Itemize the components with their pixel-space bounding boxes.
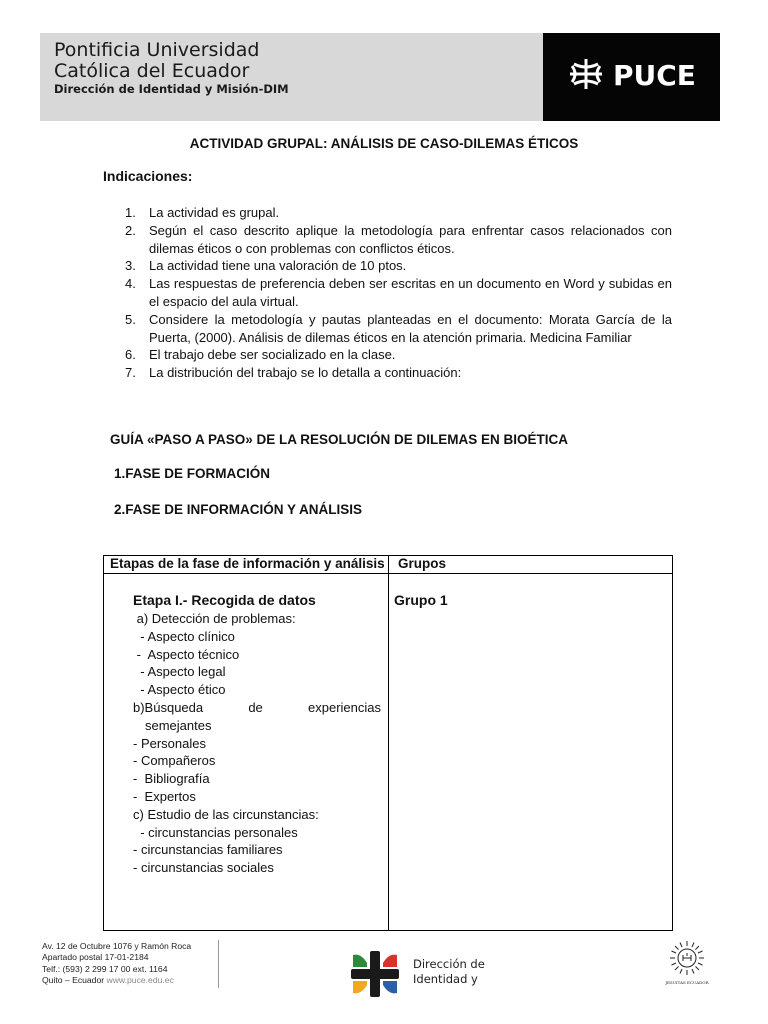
instruction-text: La distribución del trabajo se lo detalla a continuación:	[149, 365, 462, 381]
instructions-list	[125, 204, 672, 382]
puce-logo-text: PUCE	[613, 59, 696, 92]
city-line	[42, 975, 191, 986]
jesuitas-sun-seal-icon	[664, 938, 710, 986]
step-item: c) Estudio de las circunstancias:	[133, 806, 319, 822]
instruction-number: 3.	[125, 258, 136, 274]
stage-title: Etapa I.- Recogida de datos	[133, 592, 316, 608]
dim-colored-cross-logo-icon	[351, 951, 399, 997]
step-item: a) Detección de problemas:	[133, 611, 296, 626]
instruction-item	[125, 275, 672, 311]
instruction-text: La actividad tiene una valoración de 10 ptos.	[149, 258, 407, 274]
instruction-number: 2.	[125, 222, 136, 238]
step-item: - circunstancias familiares	[133, 842, 283, 858]
footer-dept-line2: Identidad y	[413, 972, 478, 986]
instruction-text: Las respuestas de preferencia deben ser escritas en un documento en Word y subidas en el espacio del aula virtual.	[149, 276, 672, 309]
instruction-number: 7.	[125, 365, 136, 381]
step-item: - Bibliografía	[133, 771, 210, 787]
guide-title: GUÍA «PASO A PASO» DE LA RESOLUCIÓN DE DILEMAS EN BIOÉTICA	[110, 432, 569, 447]
step-item: - circunstancias sociales	[133, 860, 274, 876]
phone-line: Telf.: (593) 2 299 17 00 ext. 1164	[42, 963, 168, 974]
instruction-item	[125, 257, 672, 275]
step-item: - circunstancias personales	[133, 824, 298, 840]
instruction-number: 4.	[125, 276, 136, 292]
instruction-text: Según el caso descrito aplique la metodología para enfrentar casos relacionados con dilemas éticos o con problemas con conflictos éticos.	[149, 222, 672, 256]
phase-2-heading: 2.FASE DE INFORMACIÓN Y ANÁLISIS	[114, 502, 363, 517]
table-header-stages: Etapas de la fase de información y análisis	[110, 556, 385, 571]
table-header-groups: Grupos	[398, 556, 447, 571]
phase-1-heading: 1.FASE DE FORMACIÓN	[114, 466, 271, 481]
instruction-item	[125, 364, 672, 382]
footer-divider	[218, 940, 219, 988]
step-item: - Aspecto clínico	[133, 628, 235, 644]
university-name	[54, 40, 259, 82]
instruction-text: El trabajo debe ser socializado en la clase.	[149, 347, 396, 363]
step-item: - Aspecto ético	[133, 682, 226, 698]
university-name-line2: Católica del Ecuador	[54, 60, 250, 82]
instruction-item	[125, 346, 672, 364]
seal-caption: JESUITAS ECUADOR	[665, 980, 709, 985]
step-item: - Compañeros	[133, 753, 216, 769]
table-column-divider	[388, 556, 389, 930]
address-line: Apartado postal 17-01-2184	[42, 952, 149, 963]
university-name-line1: Pontificia Universidad	[54, 39, 260, 61]
city: Quito – Ecuador	[42, 975, 105, 986]
footer-department	[413, 957, 485, 987]
instruction-number: 1.	[125, 205, 136, 220]
footer-address	[42, 941, 191, 987]
instruction-number: 5.	[125, 311, 136, 327]
department-name: Dirección de Identidad y Misión-DIM	[54, 82, 289, 96]
stage-steps-list	[133, 610, 381, 877]
step-item: - Personales	[133, 735, 206, 751]
website-link[interactable]: www.puce.edu.ec	[106, 975, 174, 986]
step-item: - Aspecto legal	[133, 664, 226, 680]
step-item: semejantes	[145, 717, 212, 733]
footer-dept-line1: Dirección de	[413, 957, 485, 971]
step-item: b)Búsqueda de experiencias	[133, 699, 381, 715]
document-title: ACTIVIDAD GRUPAL: ANÁLISIS DE CASO-DILEMAS ÉTICOS	[189, 136, 579, 151]
step-item: - Aspecto técnico	[133, 646, 240, 662]
instruction-item	[125, 204, 672, 222]
instruction-text: Considere la metodología y pautas planteadas en el documento: Morata García de la Puerta, (2000). Análisis de dilemas éticos en la atención primaria. Medicina Familiar	[149, 311, 672, 345]
instruction-text: La actividad es grupal.	[149, 205, 280, 220]
instruction-number: 6.	[125, 347, 136, 363]
puce-cross-logo-icon	[566, 56, 606, 92]
instruction-item	[125, 222, 672, 258]
address-line: Av. 12 de Octubre 1076 y Ramón Roca	[42, 941, 192, 951]
indications-heading: Indicaciones:	[103, 168, 193, 184]
group-label: Grupo 1	[394, 592, 448, 608]
step-item: - Expertos	[133, 788, 196, 804]
instruction-item	[125, 311, 672, 347]
